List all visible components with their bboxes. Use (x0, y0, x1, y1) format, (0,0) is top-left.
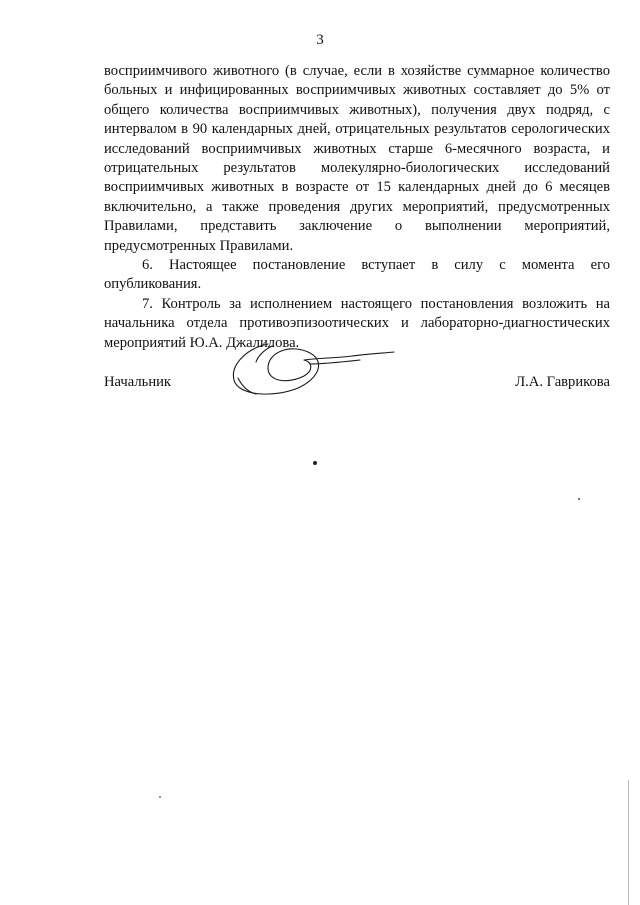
page-number: 3 (316, 32, 324, 48)
document-body (104, 62, 610, 353)
scan-edge-line (628, 780, 629, 905)
paragraph-item-6: 6. Настоящее постановление вступает в силу с момента его опубликования. (104, 257, 610, 293)
handwritten-signature-icon (228, 340, 398, 402)
paragraph-item-7: 7. Контроль за исполнением настоящего постановления возложить на начальника отдела противоэпизоотических и лабораторно-диагностических мероприятий Ю.А. Джалилова. (104, 295, 610, 351)
scan-artifact-dot (159, 796, 161, 798)
signatory-name: Л.А. Гаврикова (515, 374, 610, 390)
signature-block (104, 372, 610, 392)
scan-artifact-dot (313, 461, 317, 465)
paragraph-continuation: восприимчивого животного (в случае, если в хозяйстве суммарное количество больных и инфицированных восприимчивых животных составляет до 5% от общего количества восприимчивых животных), получения двух подряд, с интервалом в 90 календарных дней, отрицательных результатов серологических исследований восприимчивых животных старше 6-месячного возраста, и отрицательных результатов молекулярно-биологических исследований восприимчивых животных в возрасте от 15 календарных дней до 6 месяцев включительно, а также проведения других мероприятий, предусмотренных Правилами, представить заключение о выполнении мероприятий, предусмотренных Правилами. (104, 63, 610, 254)
signatory-position: Начальник (104, 374, 172, 390)
scan-artifact-dot (578, 498, 580, 500)
